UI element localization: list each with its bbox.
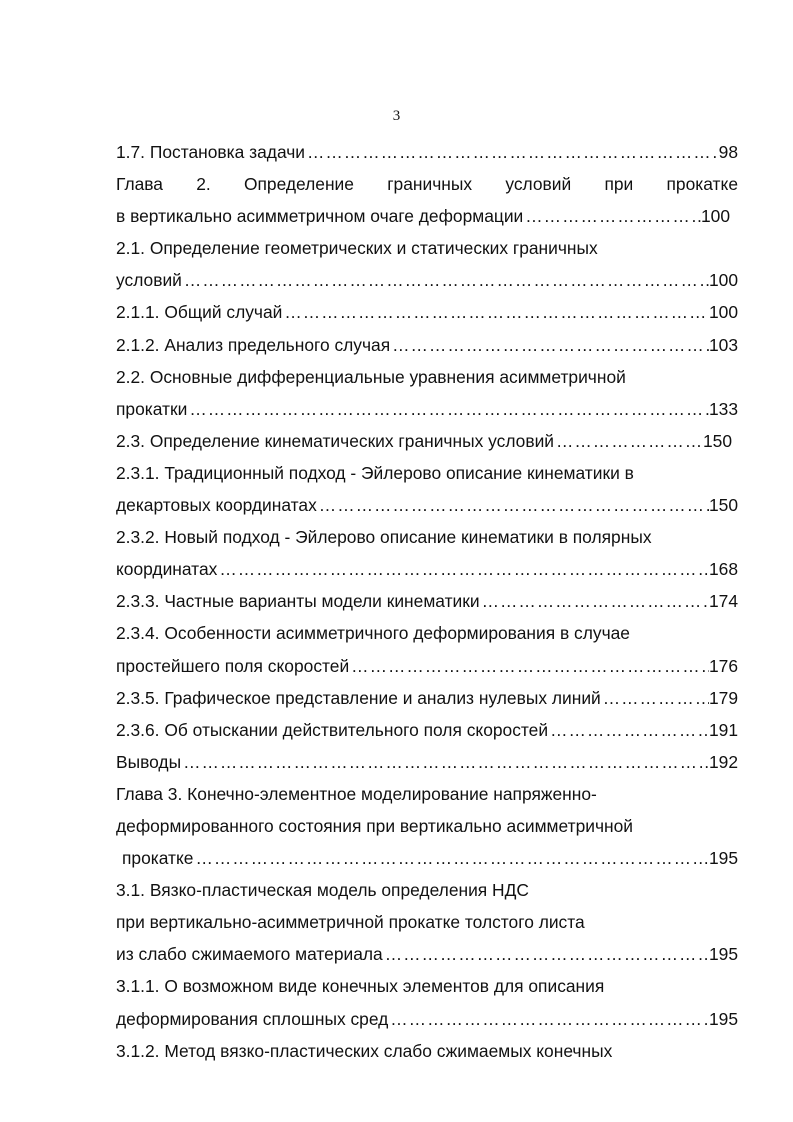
toc-entry-line: 2.1. Определение геометрических и статических граничных <box>116 238 598 259</box>
dot-leader <box>187 393 709 425</box>
toc-entry-title: 2.1.1. Общий случай <box>116 302 283 323</box>
dot-leader <box>390 329 709 361</box>
toc-entry <box>116 296 738 328</box>
toc-entry <box>116 200 730 232</box>
toc-entry-title: прокатки <box>116 398 188 419</box>
toc-entry-title: 2.3. Определение кинематических граничных условий <box>116 430 555 451</box>
dot-leader <box>317 489 709 521</box>
toc-entry-title: деформирования сплошных сред <box>116 1008 389 1029</box>
toc-entry-title: 1.7. Постановка задачи <box>116 142 306 162</box>
toc-entry <box>116 553 738 585</box>
toc-entry-page: 195 <box>708 1008 738 1029</box>
dot-leader <box>548 714 709 746</box>
toc-entry <box>116 585 738 617</box>
dot-leader <box>523 200 701 232</box>
toc-entry-page: 179 <box>708 687 738 708</box>
dot-leader <box>554 425 703 457</box>
toc-entry <box>116 842 738 874</box>
toc-entry <box>116 746 738 778</box>
dot-leader <box>349 650 709 682</box>
toc-entry-page: 133 <box>708 398 738 419</box>
dot-leader <box>480 585 709 617</box>
toc-entry-page: 100 <box>708 302 738 323</box>
toc-entry <box>116 489 738 521</box>
toc-entry-line: Глава 3. Конечно-элементное моделирование напряженно- <box>116 783 597 804</box>
dot-leader <box>182 264 709 296</box>
toc-entry-line: Глава 2. Определение граничных условий при прокатке <box>116 174 738 195</box>
dot-leader <box>305 136 719 168</box>
toc-entry-line: при вертикально-асимметричной прокатке толстого листа <box>116 912 585 933</box>
toc-entry-page: 195 <box>708 944 738 965</box>
toc-entry <box>116 329 738 361</box>
dot-leader <box>217 553 709 585</box>
toc-entry-line: 2.3.1. Традиционный подход - Эйлерово описание кинематики в <box>116 462 634 483</box>
toc-entry-title: 2.3.3. Частные варианты модели кинематики <box>116 591 480 612</box>
toc-entry-line: 3.1. Вязко-пластическая модель определения НДС <box>116 880 529 901</box>
toc-entry-page: 168 <box>708 559 738 580</box>
toc-entry-title: 2.3.5. Графическое представление и анализ нулевых линий <box>116 687 601 708</box>
toc-entry <box>116 264 738 296</box>
page-number: 3 <box>392 108 401 124</box>
toc-entry-line: деформированного состояния при вертикально асимметричной <box>116 815 634 836</box>
toc-entry <box>116 714 738 746</box>
toc-entry <box>116 650 738 682</box>
toc-entry <box>116 425 732 457</box>
toc-entry-title: из слабо сжимаемого материала <box>116 944 383 965</box>
dot-leader <box>601 682 709 714</box>
dot-leader <box>383 938 709 970</box>
toc-entry-line: 3.1.1. О возможном виде конечных элементов для описания <box>116 976 605 997</box>
toc-entry <box>116 136 738 168</box>
toc-entry-title: прокатке <box>122 848 194 869</box>
toc-entry-line: 2.3.4. Особенности асимметричного деформирования в случае <box>116 623 630 644</box>
toc-entry <box>116 938 738 970</box>
table-of-contents <box>116 136 738 1067</box>
toc-entry-page: 176 <box>708 655 738 676</box>
toc-entry-title: простейшего поля скоростей <box>116 655 350 676</box>
toc-entry-page: 150 <box>708 495 738 516</box>
toc-entry <box>116 1003 738 1035</box>
toc-entry-page: 191 <box>708 719 738 740</box>
toc-entry-page: 100 <box>708 270 738 291</box>
toc-entry-line: 2.2. Основные дифференциальные уравнения асимметричной <box>116 366 626 387</box>
toc-entry-title: координатах <box>116 559 218 580</box>
toc-entry-title: декартовых координатах <box>116 495 317 516</box>
dot-leader <box>193 842 709 874</box>
toc-entry-title: в вертикально асимметричном очаге деформации <box>116 206 524 227</box>
toc-entry-page: 103 <box>708 334 738 355</box>
toc-entry-page: 100 <box>700 206 730 227</box>
toc-entry-page: 192 <box>708 751 738 772</box>
toc-entry <box>116 682 738 714</box>
toc-entry-line: 3.1.2. Метод вязко-пластических слабо сжимаемых конечных <box>116 1040 613 1061</box>
toc-entry-title: 2.3.6. Об отыскании действительного поля скоростей <box>116 719 549 740</box>
toc-entry-page: 150 <box>702 430 732 451</box>
toc-entry <box>116 393 738 425</box>
toc-entry-page: 195 <box>708 848 738 869</box>
dot-leader <box>388 1003 709 1035</box>
dot-leader <box>181 746 709 778</box>
dot-leader <box>282 296 709 328</box>
toc-entry-title: Выводы <box>116 751 182 772</box>
toc-entry-title: условий <box>116 270 182 291</box>
toc-entry-page: 174 <box>708 591 738 612</box>
toc-entry-title: 2.1.2. Анализ предельного случая <box>116 334 391 355</box>
toc-entry-line: 2.3.2. Новый подход - Эйлерово описание кинематики в полярных <box>116 527 652 548</box>
toc-entry-page: 98 <box>718 142 738 162</box>
